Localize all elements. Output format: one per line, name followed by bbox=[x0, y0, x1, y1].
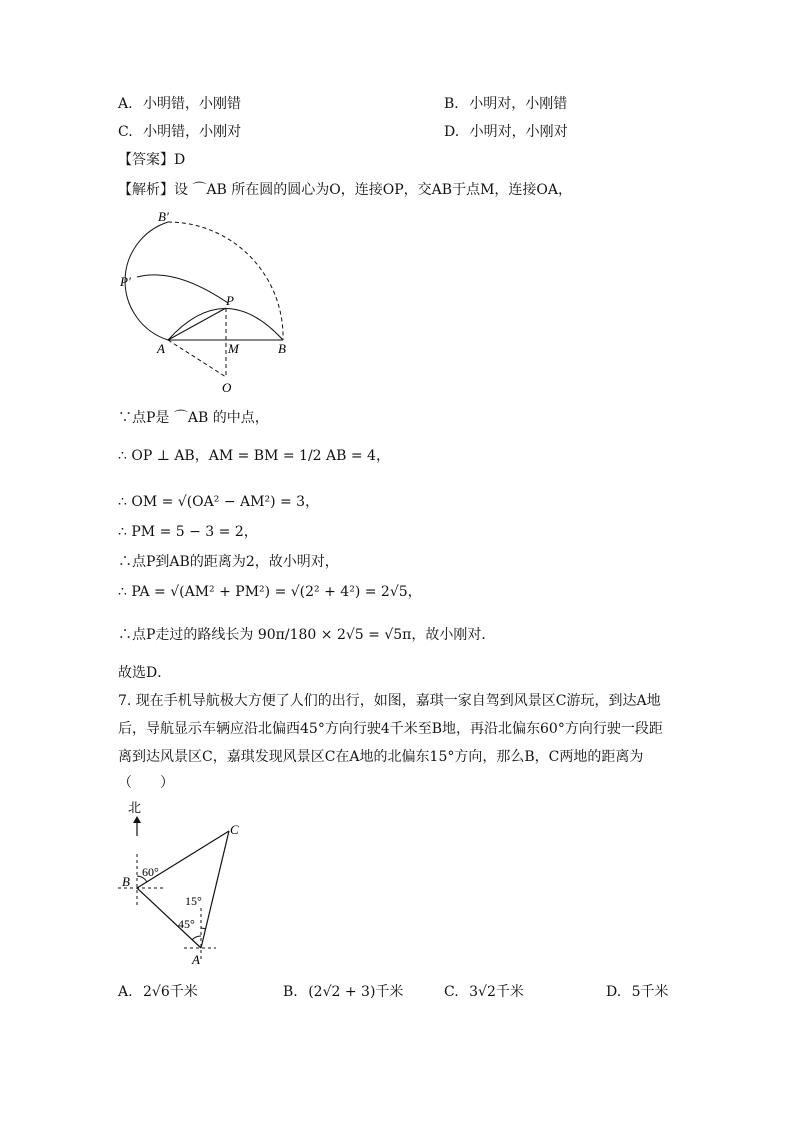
step-2: ∴ OP ⊥ AB，AM = BM = 1/2 AB = 4， bbox=[118, 448, 390, 464]
conclusion: 故选D． bbox=[118, 665, 172, 681]
q7-stem-line2: 后，导航显示车辆应沿北偏西45°方向行驶4千米至B地，再沿北偏东60°方向行驶一段距 bbox=[118, 721, 663, 737]
option-letter: A. bbox=[118, 984, 133, 1000]
north-arrow-head-icon bbox=[133, 816, 141, 823]
angle-60-label: 60° bbox=[142, 865, 159, 879]
q7-stem-line3: 离到达风景区C，嘉琪发现风景区C在A地的北偏东15°方向，那么B，C两地的距离为 bbox=[118, 749, 644, 765]
option-text: 小明错，小刚错 bbox=[143, 96, 242, 112]
option-d bbox=[444, 125, 568, 139]
step-7: ∴点P走过的路线长为 90π/180 × 2√5 = √5π，故小刚对． bbox=[118, 627, 496, 643]
option-text: 小明错，小刚对 bbox=[143, 124, 242, 140]
analysis-intro: 【解析】设 ⌒AB 所在圆的圆心为O，连接OP，交AB于点M，连接OA， bbox=[118, 182, 572, 198]
label-c: C bbox=[230, 822, 239, 837]
step-6: ∴ PA = √(AM² + PM²) = √(2² + 4²) = 2√5， bbox=[118, 584, 422, 600]
option-text: (2√2 + 3)千米 bbox=[308, 984, 404, 1000]
q7-option-c bbox=[444, 985, 524, 999]
option-a bbox=[118, 97, 241, 111]
option-text: 小明对，小刚错 bbox=[469, 96, 568, 112]
option-letter: C. bbox=[444, 984, 459, 1000]
step-4: ∴ PM = 5 − 3 = 2， bbox=[118, 524, 258, 540]
step-5: ∴点P到AB的距离为2，故小明对， bbox=[118, 554, 339, 570]
option-text: 3√2千米 bbox=[469, 984, 524, 1000]
option-letter: B. bbox=[283, 984, 298, 1000]
option-text: 5千米 bbox=[631, 984, 669, 1000]
answer-label: 【答案】D bbox=[118, 152, 186, 168]
q7-option-a bbox=[118, 985, 198, 999]
q7-option-d bbox=[606, 985, 669, 999]
label-a: A bbox=[157, 341, 165, 356]
label-b: B bbox=[122, 874, 130, 889]
label-m: M bbox=[228, 341, 239, 356]
option-text: 2√6千米 bbox=[143, 984, 198, 1000]
angle-45-label: 45° bbox=[178, 917, 195, 931]
step-1: ∵点P是 ⌒AB 的中点， bbox=[118, 410, 269, 426]
option-letter: D. bbox=[444, 124, 460, 140]
option-letter: B. bbox=[444, 96, 459, 112]
option-letter: A. bbox=[118, 96, 133, 112]
angle-15-label: 15° bbox=[185, 894, 202, 908]
q7-stem-line1: 7. 现在手机导航极大方便了人们的出行，如图，嘉琪一家自驾到风景区C游玩，到达A地 bbox=[118, 693, 661, 709]
option-letter: C. bbox=[118, 124, 133, 140]
option-text: 小明对，小刚对 bbox=[469, 124, 568, 140]
label-a: A bbox=[192, 952, 200, 967]
option-letter: D. bbox=[606, 984, 622, 1000]
option-b bbox=[444, 97, 567, 111]
north-label: 北 bbox=[128, 800, 142, 815]
label-o: O bbox=[222, 380, 232, 395]
label-b-prime: B′ bbox=[158, 209, 169, 224]
q7-stem-line4: （ ） bbox=[118, 775, 174, 791]
label-b: B bbox=[278, 341, 286, 356]
arc-figure bbox=[110, 205, 310, 400]
option-c bbox=[118, 125, 241, 139]
q7-option-b bbox=[283, 985, 403, 999]
direction-figure bbox=[112, 796, 262, 971]
step-3: ∴ OM = √(OA² − AM²) = 3， bbox=[118, 494, 320, 510]
label-p-prime: P′ bbox=[120, 274, 131, 289]
label-p: P bbox=[226, 293, 234, 308]
